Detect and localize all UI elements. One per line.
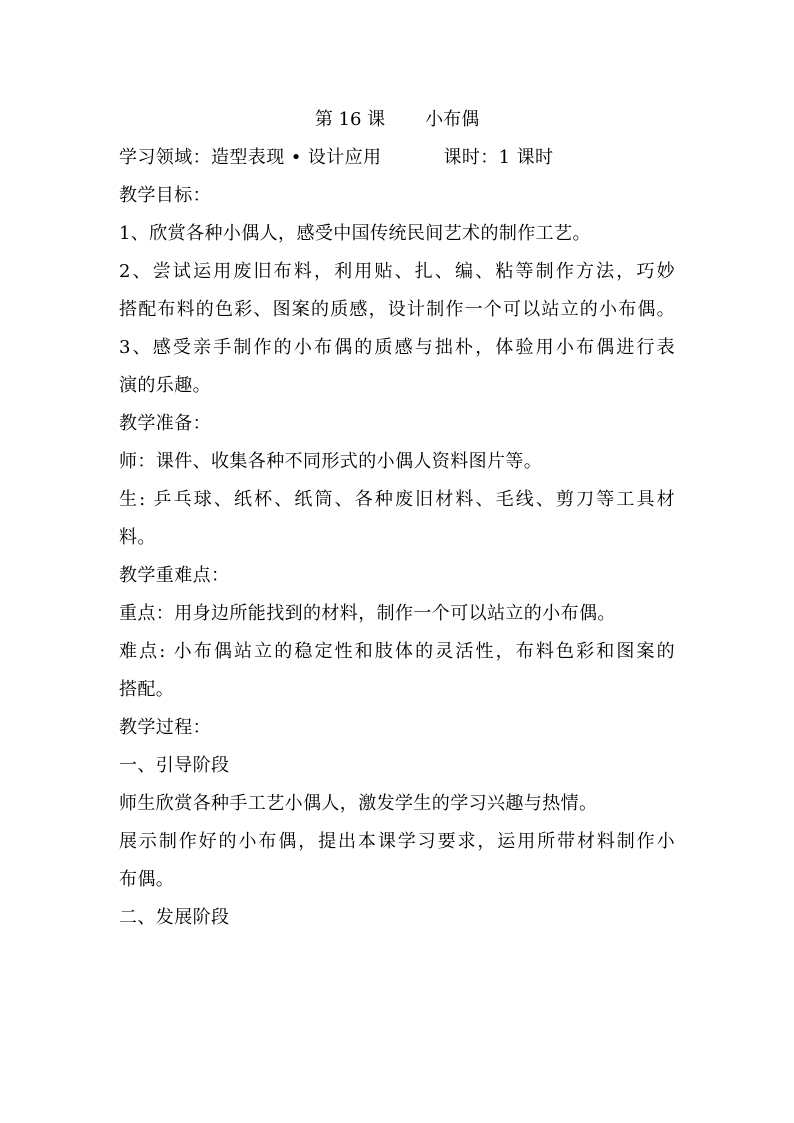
- objective-2-line-2: 搭配布料的色彩、图案的质感，设计制作一个可以站立的小布偶。: [119, 299, 675, 320]
- stage-1-paragraph-2-line-2: 布偶。: [119, 869, 175, 890]
- stage-2-heading: 二、发展阶段: [119, 907, 230, 928]
- stage-1-paragraph-2-line-1: 展示制作好的小布偶，提出本课学习要求，运用所带材料制作小: [119, 831, 675, 852]
- objective-3-line-1: 3、感受亲手制作的小布偶的质感与拙朴，体验用小布偶进行表: [119, 337, 675, 358]
- learning-domain: 学习领域：造型表现 • 设计应用: [119, 147, 382, 168]
- stage-1-heading: 一、引导阶段: [119, 755, 230, 776]
- lesson-title: [119, 101, 675, 139]
- heading-preparation: 教学准备：: [119, 413, 211, 434]
- objective-2-line-1: 2、尝试运用废旧布料，利用贴、扎、编、粘等制作方法，巧妙: [119, 261, 675, 282]
- lesson-number: 第 16 课: [314, 109, 386, 130]
- objective-1: 1、欣赏各种小偶人，感受中国传统民间艺术的制作工艺。: [119, 223, 591, 244]
- class-hours: 课时：1 课时: [443, 147, 554, 168]
- student-preparation-line-1: 生: 乒乓球、纸杯、纸筒、各种废旧材料、毛线、剪刀等工具材: [119, 489, 675, 510]
- heading-process: 教学过程：: [119, 717, 211, 738]
- lesson-name: 小布偶: [425, 109, 480, 130]
- document-body: [119, 101, 675, 937]
- student-preparation-line-2: 料。: [119, 527, 156, 548]
- difficulty-line-1: 难点: 小布偶站立的稳定性和肢体的灵活性，布料色彩和图案的: [119, 641, 675, 662]
- difficulty-line-2: 搭配。: [119, 679, 175, 700]
- key-point: 重点：用身边所能找到的材料，制作一个可以站立的小布偶。: [119, 603, 616, 624]
- heading-key-points: 教学重难点：: [119, 565, 230, 586]
- heading-objectives: 教学目标：: [119, 185, 211, 206]
- teacher-preparation: 师：课件、收集各种不同形式的小偶人资料图片等。: [119, 451, 543, 472]
- lesson-meta: [119, 139, 675, 177]
- objective-3-line-2: 演的乐趣。: [119, 375, 211, 396]
- stage-1-paragraph-1: 师生欣赏各种手工艺小偶人，激发学生的学习兴趣与热情。: [119, 793, 598, 814]
